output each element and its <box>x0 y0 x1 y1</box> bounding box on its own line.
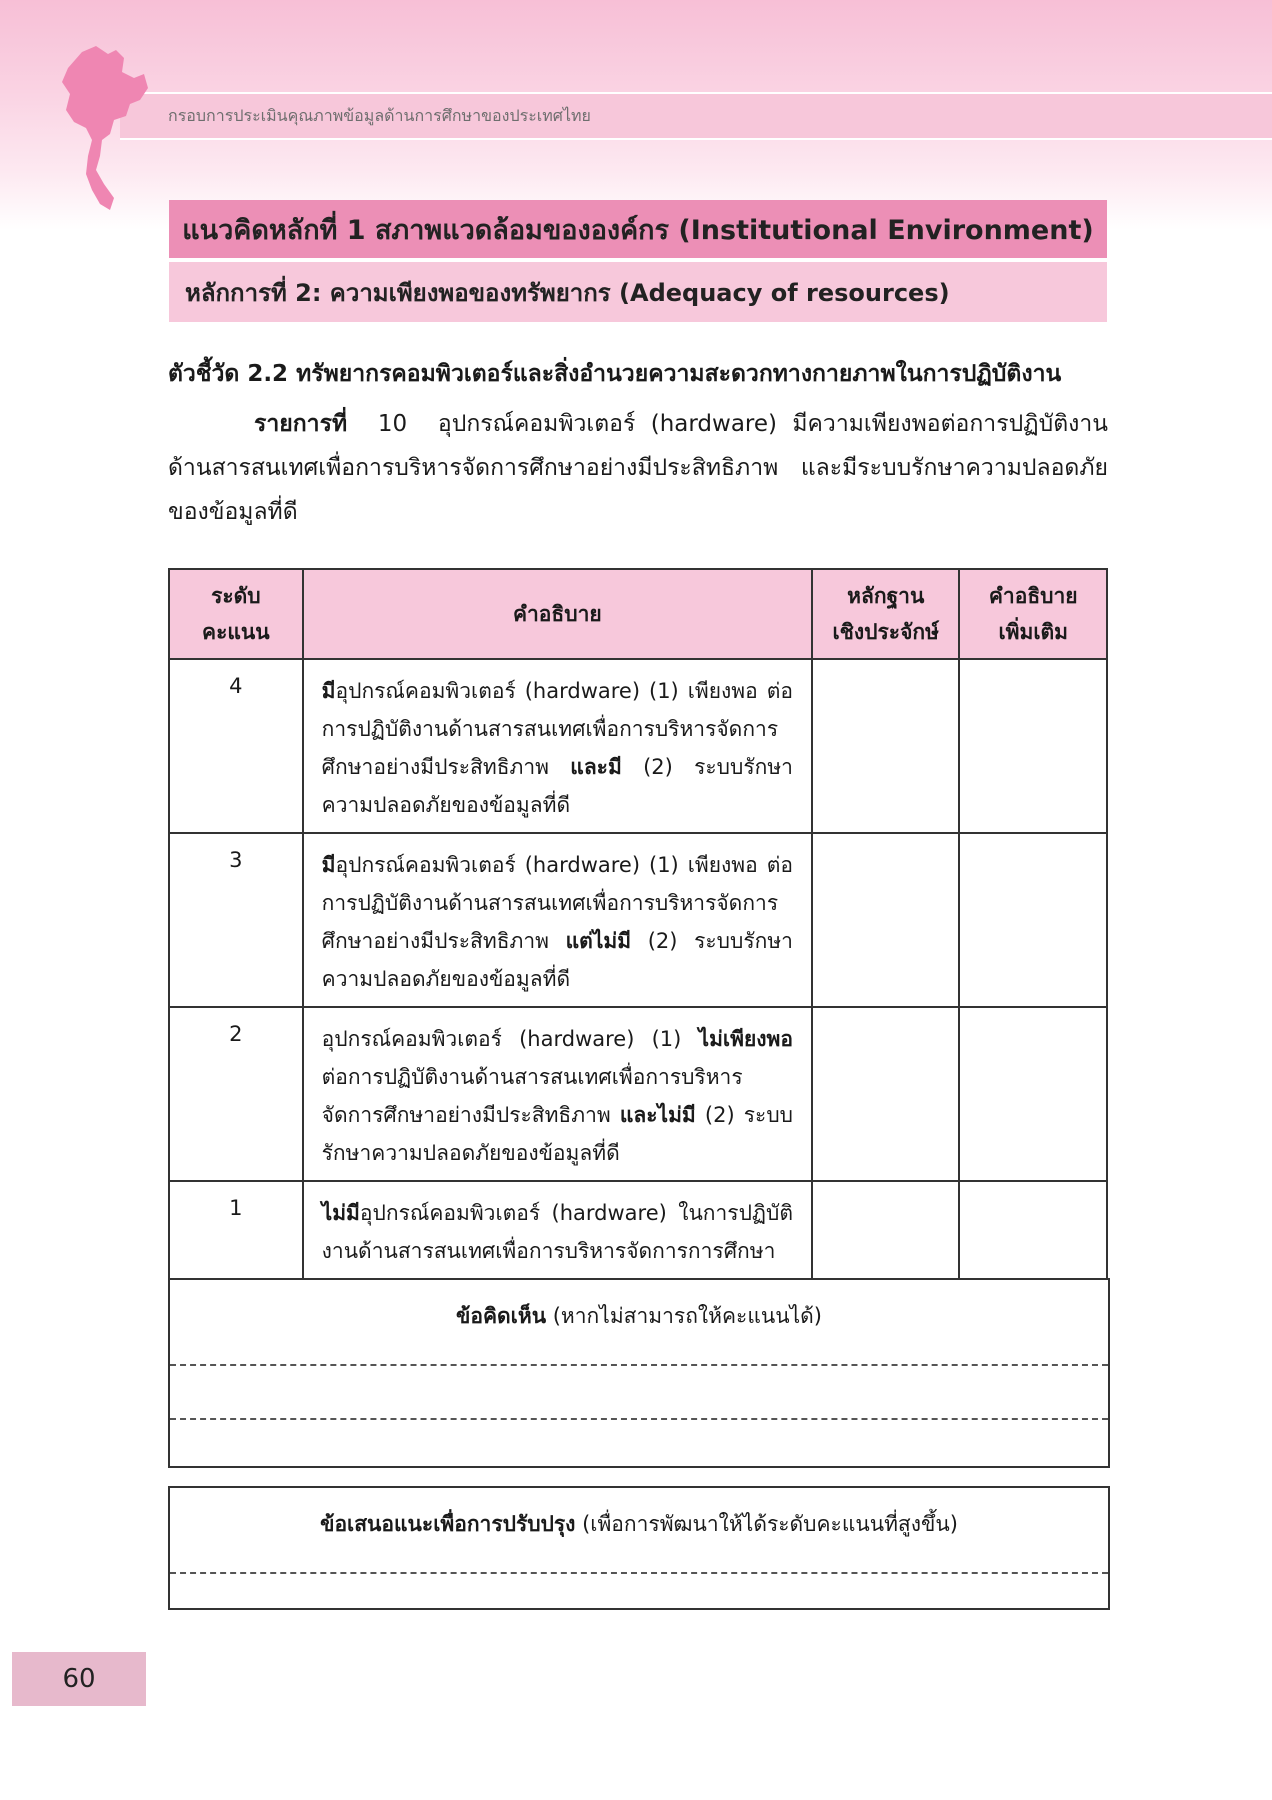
thailand-map-icon <box>52 44 162 224</box>
desc-bold-b: และไม่มี <box>619 1103 696 1127</box>
item-line-1 <box>168 402 1108 446</box>
header-evidence-line1: หลักฐาน <box>847 584 925 608</box>
evidence-cell[interactable] <box>812 659 959 833</box>
score-cell: 2 <box>169 1007 303 1181</box>
table-row <box>169 659 1107 833</box>
comment-line-1[interactable] <box>170 1364 1108 1366</box>
header-score-line1: ระดับ <box>211 584 261 608</box>
item-paragraph <box>168 402 1108 534</box>
suggestion-box[interactable] <box>168 1486 1110 1610</box>
extra-cell[interactable] <box>959 1007 1107 1181</box>
comment-title-note: (หากไม่สามารถให้คะแนนได้) <box>546 1304 822 1328</box>
evidence-cell[interactable] <box>812 1007 959 1181</box>
score-cell: 1 <box>169 1181 303 1279</box>
description-cell <box>303 1181 812 1279</box>
desc-bold-b: แต่ไม่มี <box>565 929 632 953</box>
desc-text-b: (2) ระบบรักษาความปลอดภัยของข้อมูลที่ดี <box>321 1103 793 1165</box>
header-score-line2: คะแนน <box>202 620 270 644</box>
extra-cell[interactable] <box>959 833 1107 1007</box>
comment-box[interactable] <box>168 1278 1110 1468</box>
comment-line-2[interactable] <box>170 1418 1108 1420</box>
score-cell: 4 <box>169 659 303 833</box>
table-row <box>169 1181 1107 1279</box>
header-evidence <box>812 569 959 659</box>
desc-bold-a: มี <box>321 679 336 703</box>
desc-text-a: อุปกรณ์คอมพิวเตอร์ (hardware) ในการปฏิบัติงานด้านสารสนเทศเพื่อการบริหารจัดการการศึกษา <box>321 1201 793 1263</box>
header-evidence-line2: เชิงประจักษ์ <box>832 620 939 644</box>
desc-text-a: อุปกรณ์คอมพิวเตอร์ (hardware) (1) เพียงพอ ต่อการปฏิบัติงานด้านสารสนเทศเพื่อการบริหารจัดการศึกษาอย่างมีประสิทธิภาพ <box>321 853 793 953</box>
desc-text-b: (2) ระบบรักษาความปลอดภัยของข้อมูลที่ดี <box>321 755 793 817</box>
desc-text-b: (2) ระบบรักษาความปลอดภัยของข้อมูลที่ดี <box>321 929 793 991</box>
item-label: รายการที่ <box>254 411 348 437</box>
header-extra-line2: เพิ่มเติม <box>998 620 1068 644</box>
concept-title: แนวคิดหลักที่ 1 สภาพแวดล้อมขององค์กร (Institutional Environment) <box>169 200 1107 258</box>
extra-cell[interactable] <box>959 1181 1107 1279</box>
header-extra <box>959 569 1107 659</box>
description-cell <box>303 833 812 1007</box>
running-header: กรอบการประเมินคุณภาพข้อมูลด้านการศึกษาของประเทศไทย <box>168 106 591 125</box>
header-extra-line1: คำอธิบาย <box>988 584 1078 608</box>
desc-bold-a: ไม่มี <box>321 1201 360 1225</box>
table-row <box>169 833 1107 1007</box>
table-header-row <box>169 569 1107 659</box>
description-cell <box>303 659 812 833</box>
comment-title <box>170 1300 1108 1333</box>
page-number: 60 <box>12 1652 146 1706</box>
desc-text-pre: อุปกรณ์คอมพิวเตอร์ (hardware) (1) <box>321 1027 699 1051</box>
desc-text-a: ต่อการปฏิบัติงานด้านสารสนเทศเพื่อการบริหารจัดการศึกษาอย่างมีประสิทธิภาพ <box>321 1065 743 1127</box>
item-line-2: ด้านสารสนเทศเพื่อการบริหารจัดการศึกษาอย่างมีประสิทธิภาพ และมีระบบรักษาความปลอดภัย <box>168 455 1108 481</box>
evidence-cell[interactable] <box>812 1181 959 1279</box>
desc-bold-b: และมี <box>570 755 622 779</box>
principle-title <box>169 262 1107 322</box>
header-score <box>169 569 303 659</box>
evidence-cell[interactable] <box>812 833 959 1007</box>
table-row <box>169 1007 1107 1181</box>
item-line-3: ของข้อมูลที่ดี <box>168 499 298 525</box>
principle-text: หลักการที่ 2: ความเพียงพอของทรัพยากร (Adequacy of resources) <box>185 278 950 307</box>
desc-text-a: อุปกรณ์คอมพิวเตอร์ (hardware) (1) เพียงพอ ต่อการปฏิบัติงานด้านสารสนเทศเพื่อการบริหารจัดการศึกษาอย่างมีประสิทธิภาพ <box>321 679 793 779</box>
extra-cell[interactable] <box>959 659 1107 833</box>
desc-bold-a: มี <box>321 853 336 877</box>
indicator-title: ตัวชี้วัด 2.2 ทรัพยากรคอมพิวเตอร์และสิ่งอำนวยความสะดวกทางกายภาพในการปฏิบัติงาน <box>168 361 1062 387</box>
suggestion-line-1[interactable] <box>170 1572 1108 1574</box>
item-number: 10 <box>377 411 408 437</box>
rubric-table <box>168 568 1108 1280</box>
header-description: คำอธิบาย <box>303 569 812 659</box>
score-cell: 3 <box>169 833 303 1007</box>
desc-bold-a: ไม่เพียงพอ <box>698 1027 793 1051</box>
suggestion-title-note: (เพื่อการพัฒนาให้ได้ระดับคะแนนที่สูงขึ้น) <box>575 1512 958 1536</box>
description-cell <box>303 1007 812 1181</box>
suggestion-title <box>170 1508 1108 1541</box>
item-text-1: อุปกรณ์คอมพิวเตอร์ (hardware) มีความเพียงพอต่อการปฏิบัติงาน <box>437 411 1109 437</box>
comment-title-bold: ข้อคิดเห็น <box>456 1304 547 1328</box>
suggestion-title-bold: ข้อเสนอแนะเพื่อการปรับปรุง <box>320 1512 576 1536</box>
